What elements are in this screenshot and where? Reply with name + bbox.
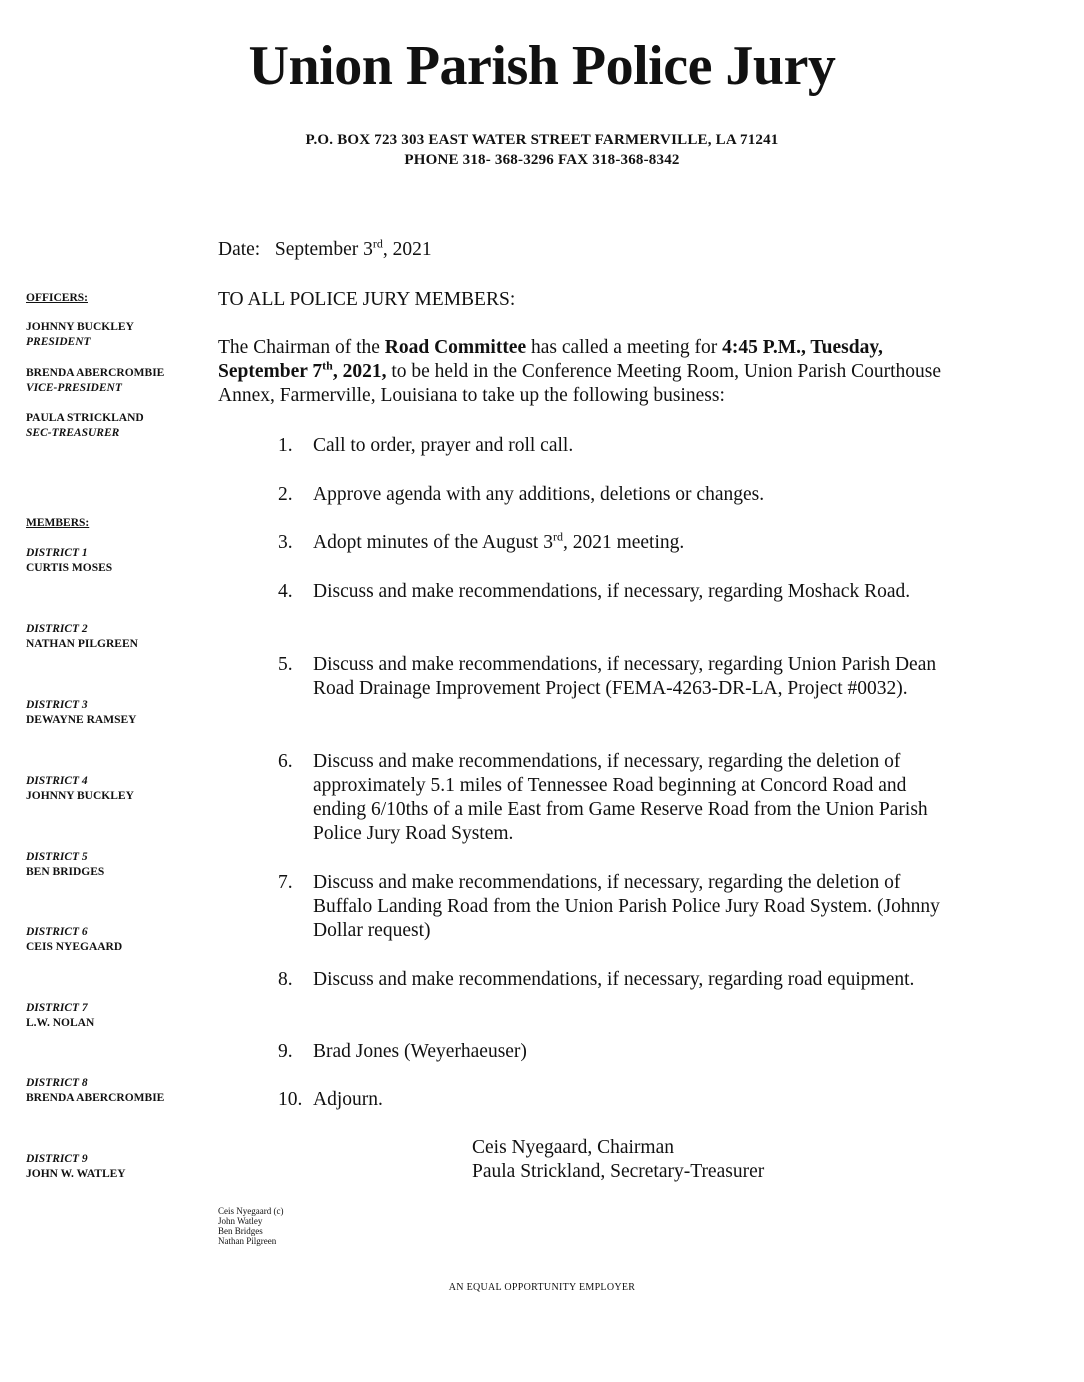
member-entry: DISTRICT 3 DEWAYNE RAMSEY (26, 699, 137, 726)
signer-secretary: Paula Strickland, Secretary-Treasurer (472, 1161, 765, 1182)
member-entry: DISTRICT 4 JOHNNY BUCKLEY (26, 775, 134, 802)
letterhead-address: P.O. BOX 723 303 EAST WATER STREET FARMERVILLE, LA 71241 (305, 132, 779, 148)
member-entry: DISTRICT 7 L.W. NOLAN (26, 1002, 95, 1029)
member-entry: DISTRICT 5 BEN BRIDGES (26, 851, 105, 878)
officer-entry: PAULA STRICKLAND SEC-TREASURER (26, 412, 144, 439)
officer-entry: BRENDA ABERCROMBIE VICE-PRESIDENT (26, 367, 165, 394)
member-entry: DISTRICT 6 CEIS NYEGAARD (26, 926, 123, 953)
letter-date: Date: September 3rd, 2021 (218, 236, 432, 260)
members-heading: MEMBERS: (26, 517, 90, 529)
member-entry: DISTRICT 1 CURTIS MOSES (26, 547, 113, 574)
member-entry: DISTRICT 2 NATHAN PILGREEN (26, 623, 138, 650)
signer-chairman: Ceis Nyegaard, Chairman (472, 1137, 674, 1158)
salutation: TO ALL POLICE JURY MEMBERS: (218, 289, 516, 310)
meeting-notice: The Chairman of the Road Committee has called a meeting for 4:45 P.M., Tuesday, September 7th, 2021, to be held in the Conference Meeting Room, Union Parish Courthouse Annex, Farmerville, Louisiana to take up the following business: (218, 337, 942, 406)
letterhead-title: Union Parish Police Jury (248, 35, 836, 97)
signature-block (472, 1136, 764, 1184)
member-entry: DISTRICT 9 JOHN W. WATLEY (26, 1153, 126, 1180)
footer-eoe: AN EQUAL OPPORTUNITY EMPLOYER (448, 1282, 636, 1293)
officer-entry: JOHNNY BUCKLEY PRESIDENT (26, 321, 134, 348)
cc-list: Ceis Nyegaard (c) John Watley Ben Bridges Nathan Pilgreen (218, 1206, 284, 1246)
letterhead-phone-fax: PHONE 318- 368-3296 FAX 318-368-8342 (404, 152, 680, 168)
member-entry: DISTRICT 8 BRENDA ABERCROMBIE (26, 1077, 165, 1104)
officers-heading: OFFICERS: (26, 292, 88, 304)
